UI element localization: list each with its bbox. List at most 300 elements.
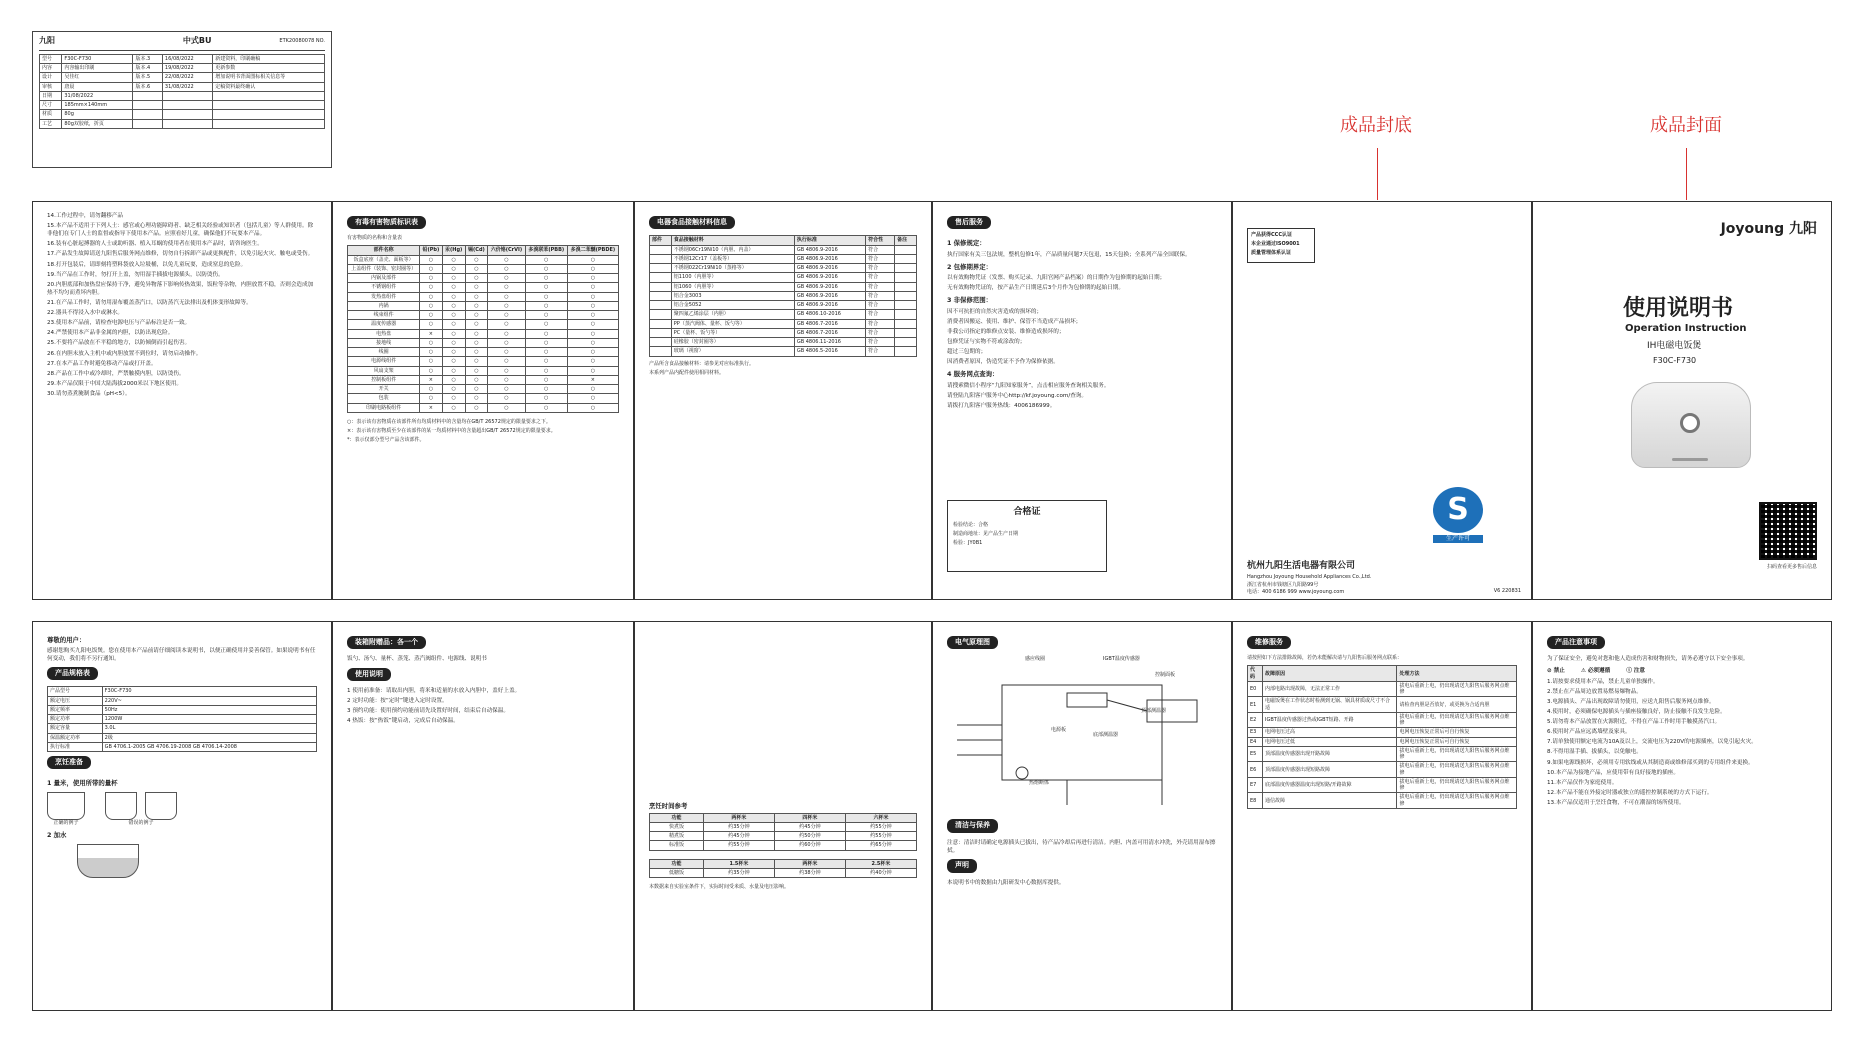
table-cell: 约50分钟 [774,832,845,841]
company-address: 浙江省杭州市钱塘区九阳路99号 [1247,582,1319,588]
precautions-list [1547,678,1817,807]
table-row [1248,728,1517,737]
table-cell: GB 4806.9-2016 [794,254,865,263]
spec-card-cell [133,91,162,100]
table-cell: ○ [420,255,442,264]
troubleshooting-table [1247,665,1517,809]
table-cell: 底部温度传感器温度出现短路/开路故障 [1262,777,1396,793]
spec-row [48,696,317,705]
usage-section: 2 定时功能：按“定时”键进入定时设置。 [347,698,448,705]
table-cell: ○ [567,348,618,357]
table-cell: ○ [442,394,465,403]
table-cell: × [567,375,618,384]
after-sales-item: 非我公司指定的维修点安装、维修造成损坏的； [947,328,1065,335]
spec-cell: F30C-F730 [102,687,316,696]
table-cell: ○ [525,329,567,338]
rice-cooker-image [1631,382,1751,468]
table-cell: 符合 [866,301,895,310]
table-cell: GB 4806.5-2016 [794,347,865,356]
panel-hazardous-substances [332,201,634,600]
table-row [348,301,619,310]
table-cell: 通信故障 [1262,793,1396,809]
precaution-item: 9.如果电源线损坏，必须用专用软线或从其制造商或维修部买到的专用组件来更换。 [1547,759,1754,766]
hazard-title: 有毒有害物质标识表 [347,216,426,229]
table-row [650,841,917,850]
table-header: 处理方法 [1397,666,1517,682]
spec-card-row [40,110,325,119]
table-cell: 电热盘 [348,329,420,338]
table-cell: ○ [442,320,465,329]
intro-text: 感谢您购买九阳电饭煲。您在使用本产品前请仔细阅读本说明书，以便正确使用并妥善保管。如果说明书有任何变动，我们将不另行通知。 [47,647,316,662]
table-cell: ○ [420,311,442,320]
table-cell: ○ [488,348,526,357]
intro-title: 尊敬的用户： [47,636,86,644]
spec-card-cell: 更新参数 [213,64,325,73]
table-cell: ○ [465,274,487,283]
table-cell: ○ [465,283,487,292]
qr-code-icon [1759,502,1817,560]
company-phone: 电话：400 6186 999 www.joyoung.com [1247,589,1345,595]
table-cell: ○ [525,366,567,375]
table-cell: ○ [525,264,567,273]
table-cell: 符合 [866,273,895,282]
table-cell: ○ [567,357,618,366]
after-sales-title: 售后服务 [947,216,991,229]
spec-cell: 3.0L [102,724,316,733]
table-row [348,338,619,347]
spec-card-table [39,54,325,129]
table-cell: E2 [1248,712,1263,728]
spec-cell: 2级 [102,733,316,742]
spec-card-cell: F30C-F730 [62,54,133,63]
certificate-title: 合格证 [1013,507,1041,517]
after-sales-item: 以有效购物凭证（发票、购买记录、九阳官网产品档案）的日期作为包修期的起始日期； [947,275,1166,282]
table-cell: ○ [567,320,618,329]
table-cell: 不锈钢12Cr17（盖板等） [671,254,794,263]
wrong-cup [105,792,177,827]
table-cell: 电源线组件 [348,357,420,366]
safety-list [47,212,317,398]
statement-title: 声明 [947,859,977,872]
table-header: 多溴二苯醚(PBDE) [567,246,618,255]
table-cell: ○ [442,255,465,264]
after-sales-item: 无有效购物凭证的，按产品生产日期延后3个月作为包修期的起始日期。 [947,285,1124,292]
circuit-title: 电气原理图 [947,636,998,649]
table-header: 部件 [650,236,672,245]
after-sales-item: 请登陆九阳客户服务中心http://kf.joyoung.com/查询。 [947,392,1087,399]
spec-card-cell [162,101,212,110]
table-cell: GB 4806.9-2016 [794,291,865,300]
spec-card-cell: 尺寸 [40,101,62,110]
safety-item: 16.装有心脏起搏器的人士或助听器、植入耳蜗的使用者在使用本产品时，请咨询医生。 [47,241,263,248]
food-contact-notes [649,361,917,377]
table-cell: ○ [465,375,487,384]
safety-item: 26.在内胆未放入主机中或内胆放置不到位时，请勿启动操作。 [47,350,202,357]
usage-section: 1 使用前准备：请取出内胆，将米和适量的水放入内胆中，盖好上盖。 [347,687,521,694]
safety-item: 29.本产品仅限于中国大陆海拔2000米以下地区使用。 [47,380,183,387]
table-cell: 电网电压过高 [1262,728,1396,737]
spec-card [32,31,332,168]
table-cell: ○ [442,274,465,283]
table-cell: ○ [488,255,526,264]
usage-title: 使用说明 [347,668,391,681]
table-row [348,366,619,375]
spec-card-cell: 内容输出印刷 [62,64,133,73]
after-sales-section-title: 3 非保修范围： [947,296,993,305]
panel-cooking-times [634,621,932,1011]
table-header: 执行标准 [794,236,865,245]
table-row [1248,746,1517,762]
table-cell: ○ [442,264,465,273]
table-cell: 不锈钢组件 [348,283,420,292]
table-cell: ○ [442,338,465,347]
hazard-notes [347,419,619,444]
spec-card-cell [133,101,162,110]
precaution-item: 10.本产品为接地产品，应使用带有良好接地的插座。 [1547,769,1679,776]
spec-row [48,724,317,733]
cooking-title: 烹饪时间参考 [649,802,688,810]
table-row [348,357,619,366]
table-cell: ○ [567,366,618,375]
table-cell: ○ [525,348,567,357]
spec-card-cell: 16/08/2022 [162,54,212,63]
correct-cup-label: 正确的例子 [53,820,79,827]
table-cell: ○ [465,403,487,412]
spec-card-cell: 版本.3 [133,54,162,63]
table-cell: ○ [442,357,465,366]
table-row [650,291,917,300]
table-cell: 符合 [866,264,895,273]
table-cell: ○ [488,301,526,310]
table-cell [895,245,917,254]
table-header: 1.5杯米 [703,859,774,868]
table-cell: ○ [525,320,567,329]
table-cell: GB 4806.9-2016 [794,273,865,282]
spec-card-cell: 版本.6 [133,82,162,91]
table-cell: 约55分钟 [845,832,916,841]
table-header: 铅(Pb) [420,246,442,255]
after-sales-item: 请搜索微信小程序“九阳知家服务”，点击相应服务查询相关服务。 [947,382,1110,389]
table-cell [650,291,672,300]
table-cell: 线束组件 [348,311,420,320]
table-cell [895,328,917,337]
table-cell [650,338,672,347]
table-header: 多溴联苯(PBB) [525,246,567,255]
circuit-diagram [947,655,1217,815]
table-cell: 请检查内胆是否放好，或更换为合适内胆 [1397,697,1517,713]
table-cell: ○ [525,255,567,264]
spec-card-cell [213,110,325,119]
table-cell: 内锅 [348,301,420,310]
certification-line: 质量管理体系认证 [1251,250,1292,256]
cup-illustrations [47,792,317,827]
table-cell: ○ [488,357,526,366]
after-sales-item: 因消费者原因，伪造凭证不予作为保修依据。 [947,359,1059,366]
table-row [348,375,619,384]
table-row [1248,777,1517,793]
table-cell: 约35分钟 [703,868,774,877]
panel-troubleshooting [1232,621,1532,1011]
spec-code: ETK20080078 NO. [279,37,325,44]
spec-card-cell: 80g双胶纸，折页 [62,119,133,128]
spec-card-cell: 版本.4 [133,64,162,73]
table-cell: ○ [420,385,442,394]
spec-card-cell: 型号 [40,54,62,63]
precaution-item: 6.使用时产品应远离墙壁及家具。 [1547,729,1631,736]
accessories-title: 装箱附赠品：各一个 [347,636,426,649]
table-header: 两杯米 [703,813,774,822]
table-row [650,245,917,254]
legend-must: ⚠ 必须遵循 [1580,667,1611,674]
table-cell: 约38分钟 [774,868,845,877]
table-row [348,311,619,320]
certificate-line: 检验结论：合格 [953,522,989,529]
manual-title-en: Operation Instruction [1625,323,1747,334]
table-cell: 拔电后重新上电，仍出现请送九阳售后服务网点维修 [1397,777,1517,793]
table-cell: 发热盘组件 [348,292,420,301]
spec-cell: 额定频率 [48,705,103,714]
back-cover-tick [1377,148,1378,200]
table-cell: 电磁饭煲在工作状态时检测到无锅、锅具材质或尺寸不合适 [1262,697,1396,713]
usage-sections [347,687,619,725]
table-cell: 上盖组件（装饰、密封圈等） [348,264,420,273]
safety-item: 18.打开包装后，请即刻将塑料袋放入垃圾桶，以免儿童玩耍，造成窒息的危险。 [47,261,247,268]
brand-logo: Joyoung 九阳 [1720,221,1817,237]
back-cover-label: 成品封底 [1340,115,1412,136]
safety-item: 21.在产品工作时，请勿用湿布覆盖蒸汽口，以防蒸汽无法排出及机体变形故障等。 [47,299,252,306]
table-cell: ○ [488,366,526,375]
table-cell [895,282,917,291]
table-row [348,329,619,338]
after-sales-item: 消费者因搬运、使用、维护、保管不当造成产品损坏； [947,318,1082,325]
table-row [650,264,917,273]
table-row [348,385,619,394]
spec-card-cell [162,91,212,100]
table-cell: ○ [525,338,567,347]
table-cell: ○ [525,311,567,320]
table-row [348,264,619,273]
circuit-label-2: 控制面板 [1155,672,1176,678]
table-cell: ○ [488,329,526,338]
prep-step-2: 2 加水 [47,831,67,840]
spec-cell: GB 4706.1-2005 GB 4706.19-2008 GB 4706.14-2008 [102,742,316,751]
table-cell: 包装 [348,394,420,403]
table-header: 备注 [895,236,917,245]
table-row [348,348,619,357]
table-header: 六杯米 [845,813,916,822]
spec-card-cell: 内容 [40,64,62,73]
table-cell: ○ [465,320,487,329]
table-cell: 符合 [866,291,895,300]
cooker-knob-icon [1680,413,1700,433]
table-cell: 约60分钟 [774,841,845,850]
table-cell: ○ [567,255,618,264]
table-cell [895,347,917,356]
spec-cell: 保温额定功率 [48,733,103,742]
spec-cell: 220V~ [102,696,316,705]
table-cell: ○ [567,394,618,403]
table-cell: ○ [442,375,465,384]
table-cell: ○ [488,375,526,384]
table-cell [650,301,672,310]
safety-item: 14.工作过程中，请勿翻移产品 [47,213,124,219]
product-name: IH电磁电饭煲 [1647,341,1702,351]
table-cell: 电网电压过低 [1262,737,1396,746]
spec-card-cell [213,101,325,110]
hazard-note: ×：表示该有害物质至少在该部件的某一均质材料中的含量超出GB/T 26572规定的限量要求。 [347,427,556,434]
table-cell: ○ [442,403,465,412]
spec-card-cell [133,119,162,128]
table-header: 四杯米 [774,813,845,822]
table-cell: ○ [488,311,526,320]
table-cell: 符合 [866,338,895,347]
food-contact-table [649,235,917,356]
table-cell [895,254,917,263]
table-cell: 线圈 [348,348,420,357]
after-sales-section-title: 4 服务网点查询： [947,370,999,379]
after-sales-sections [947,239,1217,409]
table-cell: 内部电路出现故障，无法正常工作 [1262,681,1396,697]
spec-row [48,733,317,742]
spec-card-cell [213,119,325,128]
circuit-label-4: 顶部测温器 [1141,708,1167,714]
table-cell: ○ [420,348,442,357]
panel-circuit-cleaning [932,621,1232,1011]
table-cell: 铝合金5052 [671,301,794,310]
precaution-item: 4.使用时，必须确保电源插头与插座接触良好，防止接触不良发生危险。 [1547,708,1726,715]
legend-note: ⓘ 注意 [1626,667,1645,674]
table-header: 代码 [1248,666,1263,682]
table-cell: ○ [488,403,526,412]
table-cell: E1 [1248,697,1263,713]
manual-title: 使用说明书 [1623,296,1734,321]
safety-item: 15.本产品不适用于下列人士：感官或心理功能障碍者、缺乏相关经验或知识者（包括儿童）等人群使用。除非他们在专门人士的监督或指导下使用本产品。应照看好儿童，确保他们不玩耍本产品。 [47,223,314,238]
panel-after-sales [932,201,1232,600]
table-cell: ○ [420,357,442,366]
spec-card-cell [213,91,325,100]
food-contact-title: 电器食品接触材料信息 [649,216,735,229]
safety-item: 24.严禁使用本产品非金属的内胆，以防出现危险。 [47,330,174,337]
table-cell: 不锈钢022Cr19Ni10（蒸格等） [671,264,794,273]
precaution-item: 8.不得用湿手插、拔插头，以免触电。 [1547,749,1642,756]
circuit-label-5: 底部测温器 [1093,732,1119,738]
table-cell [650,282,672,291]
certification-box [1247,228,1315,263]
spec-card-row [40,101,325,110]
precaution-item: 12.本产品不能在外接定时器或独立的遥控控制系统的方式下运行。 [1547,789,1713,796]
table-cell [650,319,672,328]
panel-back-cover [1232,201,1532,600]
table-cell: ○ [567,403,618,412]
spec-card-cell: 增加说明书背面图标相关信息等 [213,73,325,82]
table-cell [895,264,917,273]
table-cell: ○ [420,320,442,329]
circuit-label-3: 电源板 [1051,727,1067,733]
spec-card-row [40,64,325,73]
table-cell: ○ [465,357,487,366]
spec-card-cell: 31/08/2022 [162,82,212,91]
table-row [650,832,917,841]
table-cell: ○ [488,394,526,403]
table-cell: 拔电后重新上电，仍出现请送九阳售后服务网点维修 [1397,762,1517,778]
table-header: 2.5杯米 [845,859,916,868]
table-cell: 温度传感器 [348,320,420,329]
table-cell: 符合 [866,347,895,356]
table-cell: ○ [567,292,618,301]
table-cell: E7 [1248,777,1263,793]
table-cell: 铝合金3003 [671,291,794,300]
certificate-box [947,500,1107,572]
table-cell [650,254,672,263]
after-sales-section-title: 1 保修规定： [947,239,986,248]
front-cover-tick [1686,148,1687,200]
certificate-line: 检验：JY0B1 [953,540,983,547]
spec-brand: 九阳 [39,36,55,45]
table-cell: ○ [488,292,526,301]
table-header: 六价铬(CrVI) [488,246,526,255]
panel-food-contact [634,201,932,600]
table-cell: 约65分钟 [845,841,916,850]
table-cell: ○ [465,338,487,347]
spec-cell: 执行标准 [48,742,103,751]
table-cell: ○ [525,375,567,384]
safety-item: 27.在本产品工作时避免移动产品或打开盖。 [47,360,157,367]
table-cell: 精煮饭 [650,832,704,841]
precaution-item: 2.禁止在产品周边放置易燃易爆物品。 [1547,688,1642,695]
table-cell: 电网电压恢复正常后可自行恢复 [1397,737,1517,746]
spec-card-cell: 吴佳红 [62,73,133,82]
precaution-item: 5.请勿将本产品放置在火源附近，不得在产品工作时用手触摸蒸汽口。 [1547,719,1721,726]
table-cell: GB 4806.7-2016 [794,319,865,328]
table-cell: PP（蒸汽阀体、量杯、饭勺等） [671,319,794,328]
safety-item: 22.器具不得浸入水中或淋水。 [47,310,124,317]
company-en: Hangzhou Joyoung Household Appliances Co.,Ltd. [1247,574,1372,580]
table-cell [650,347,672,356]
table-cell: 符合 [866,254,895,263]
table-header: 功能 [650,813,704,822]
table-cell [895,301,917,310]
company-name: 杭州九阳生活电器有限公司 [1247,561,1356,571]
table-cell: ○ [567,329,618,338]
precautions-intro: 为了保证安全，避免对您和他人造成伤害和财物损失，请务必遵守以下安全事项。 [1547,656,1749,663]
table-row [1248,712,1517,728]
table-cell: E8 [1248,793,1263,809]
table-cell: GB 4806.9-2016 [794,245,865,254]
table-row [650,868,917,877]
spec-card-cell: 日期 [40,91,62,100]
table-cell: E6 [1248,762,1263,778]
spec-cell: 50Hz [102,705,316,714]
table-cell: ○ [442,385,465,394]
table-cell: ○ [420,366,442,375]
table-cell [650,264,672,273]
table-cell: ○ [525,403,567,412]
spec-card-cell: 材质 [40,110,62,119]
table-row [348,283,619,292]
table-cell: 顶部温度传感器出现短路故障 [1262,762,1396,778]
precaution-item: 3.电源插头、产品出现故障请勿使用，应送九阳售后服务网点维修。 [1547,698,1715,705]
precaution-item: 11.本产品仅作为家庭使用。 [1547,779,1618,786]
table-cell: 符合 [866,319,895,328]
after-sales-item: 超过三包期的； [947,349,987,356]
table-cell: 约45分钟 [703,832,774,841]
table-row [650,310,917,319]
table-cell: IGBT温度传感器过热或IGBT短路、开路 [1262,712,1396,728]
table-cell: 符合 [866,282,895,291]
hazard-note: ○：表示该有害物质在该部件所有均质材料中的含量均在GB/T 26572规定的限量要求之下。 [347,418,551,425]
food-contact-note: 产品所含食品接触材料：请参见对应标准执行。 [649,360,755,367]
table-cell: 铝1100（内胆等） [671,273,794,282]
